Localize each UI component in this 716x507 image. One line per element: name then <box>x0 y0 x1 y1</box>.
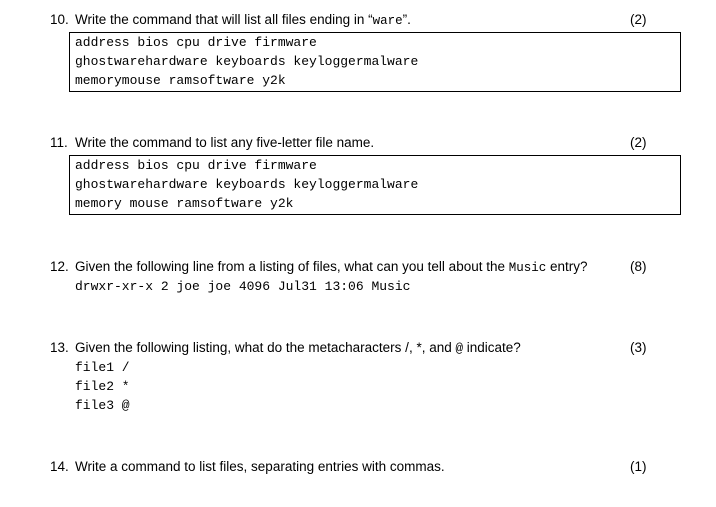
question-number: 10. <box>50 12 69 27</box>
question-points: (2) <box>630 135 647 150</box>
code-line: file1 / <box>75 360 130 375</box>
metachar: * <box>416 340 422 355</box>
question-13 <box>50 338 650 358</box>
metachar: / <box>405 340 409 355</box>
question-points: (8) <box>630 259 647 274</box>
question-points: (1) <box>630 459 647 474</box>
question-10 <box>50 10 650 30</box>
question-number: 12. <box>50 259 69 274</box>
code-line: file3 @ <box>75 398 130 413</box>
question-text: Given the following listing, what do the metacharacters /, *, and @ indicate? <box>75 340 521 356</box>
question-points: (2) <box>630 12 647 27</box>
question-12-prompt <box>50 257 650 277</box>
question-text: Write the command to list any five-letter file name. <box>75 135 375 150</box>
question-13-prompt <box>50 338 650 358</box>
code-line: ghostwarehardware keyboards keyloggermalware <box>75 54 419 69</box>
question-14-prompt <box>50 457 650 477</box>
code-line: memory mouse ramsoftware y2k <box>75 196 294 211</box>
question-number: 14. <box>50 459 69 474</box>
inline-code: ware <box>372 14 403 28</box>
question-11 <box>50 133 650 153</box>
question-text: Write the command that will list all files ending in “ware”. <box>75 12 411 28</box>
question-text: Write a command to list files, separating entries with commas. <box>75 459 445 474</box>
question-10-prompt <box>50 10 650 30</box>
code-line: memorymouse ramsoftware y2k <box>75 73 286 88</box>
code-line: ghostwarehardware keyboards keyloggermalware <box>75 177 419 192</box>
question-text: Given the following line from a listing of files, what can you tell about the Music entry? <box>75 259 588 275</box>
question-points: (3) <box>630 340 647 355</box>
code-line: file2 * <box>75 379 130 394</box>
inline-code: Music <box>508 261 547 275</box>
question-11-prompt <box>50 133 650 153</box>
question-number: 13. <box>50 340 69 355</box>
question-12 <box>50 257 650 277</box>
metachar: @ <box>455 342 464 356</box>
code-line: address bios cpu drive firmware <box>75 158 317 173</box>
question-number: 11. <box>50 135 68 150</box>
code-line: address bios cpu drive firmware <box>75 35 317 50</box>
question-14 <box>50 457 650 477</box>
code-line: drwxr-xr-x 2 joe joe 4096 Jul31 13:06 Music <box>75 279 411 294</box>
